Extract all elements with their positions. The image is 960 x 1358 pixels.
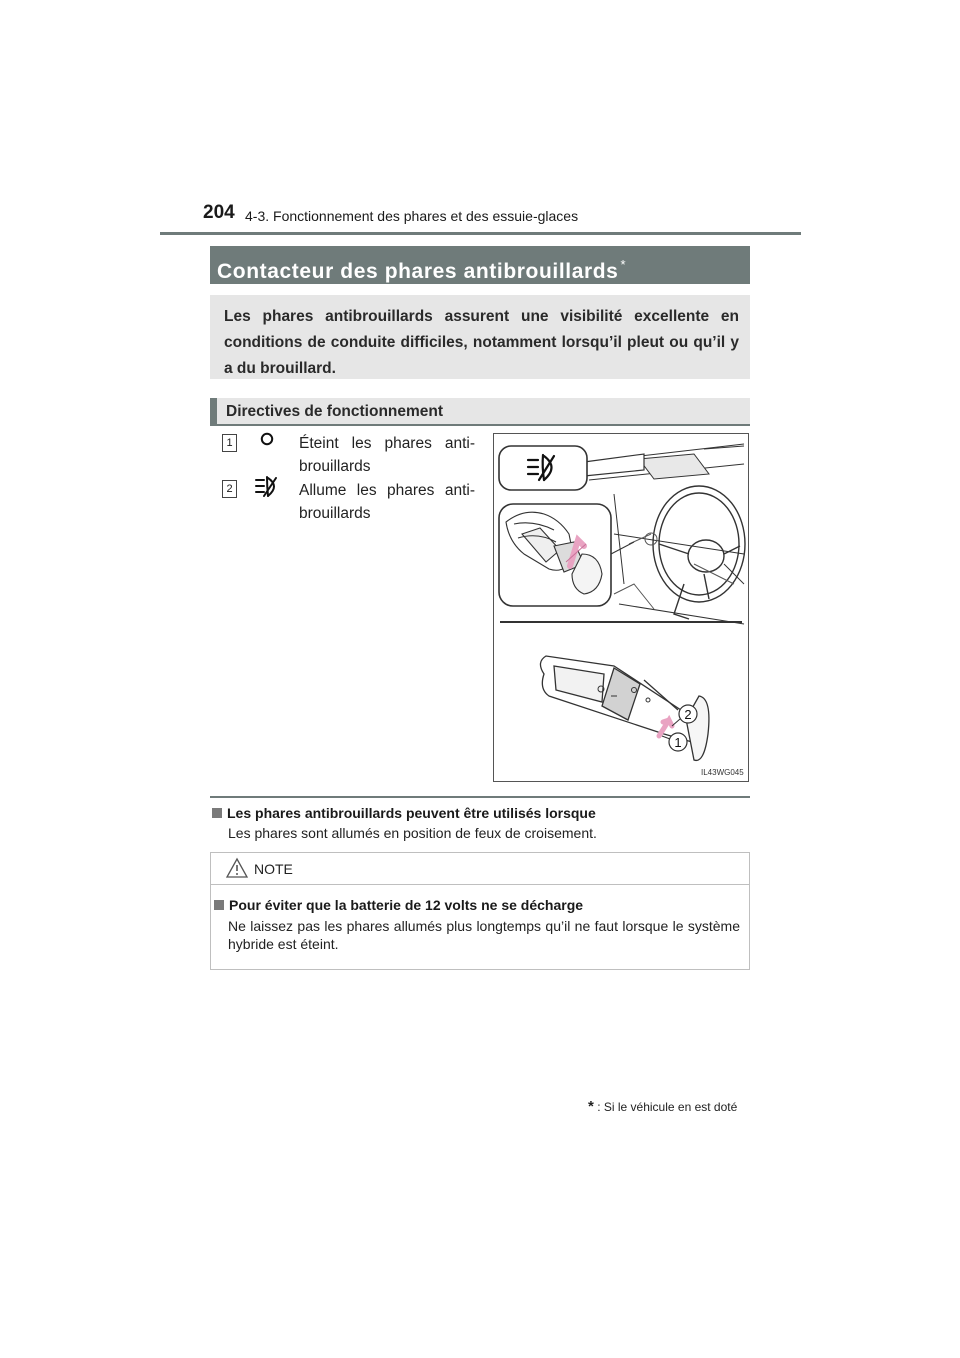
square-bullet-icon [212, 808, 222, 818]
intro-box [210, 295, 750, 379]
fog-switch-illustration [494, 434, 748, 781]
step-line: Allume les phares anti- [299, 482, 475, 499]
callout-2: 2 [684, 707, 692, 722]
section-title [210, 246, 750, 284]
chapter-title: 4-3. Fonctionnement des phares et des essuie-glaces [245, 208, 579, 224]
info-heading-text: Les phares antibrouillards peuvent être utilisés lorsque [227, 805, 596, 821]
front-fog-light-icon [253, 475, 283, 501]
subsection-heading: Directives de fonctionnement [210, 398, 750, 426]
intro-text: Les phares antibrouillards assurent une visibilité excellente en conditions de conduite difficiles, notamment lorsqu’il pleut ou qu’il y a du brouillard. [224, 308, 739, 377]
step-number: 2 [222, 480, 237, 498]
step-line: brouillards [299, 458, 371, 475]
notice-heading-text: Pour éviter que la batterie de 12 volts ne se décharge [229, 897, 584, 913]
fog-light-off-icon [256, 431, 278, 451]
info-heading [212, 805, 596, 821]
asterisk-icon: * [588, 1098, 594, 1115]
header-rule [160, 232, 801, 235]
page-number: 204 [203, 202, 235, 223]
notice-heading [214, 897, 583, 913]
square-bullet-icon [214, 900, 224, 910]
notice-divider [210, 884, 750, 885]
step-text [299, 479, 475, 525]
illustration-code: IL43WG045 [701, 768, 744, 777]
notice-label: NOTE [254, 861, 293, 877]
notice-body: Ne laissez pas les phares allumés plus longtemps qu’il ne faut lorsque le système hybride est éteint. [228, 918, 740, 952]
step-line: Éteint les phares anti- [299, 435, 475, 452]
section-rule [210, 796, 750, 798]
warning-triangle-icon [225, 857, 249, 879]
illustration-panel [493, 433, 749, 782]
callout-1: 1 [674, 735, 682, 750]
section-title-text: Contacteur des phares antibrouillards [217, 260, 619, 283]
step-number: 1 [222, 434, 237, 452]
step-text [299, 432, 475, 478]
step-line: brouillards [299, 505, 371, 522]
info-body: Les phares sont allumés en position de feux de croisement. [228, 825, 597, 841]
footnote [588, 1098, 737, 1115]
footnote-text: : Si le véhicule en est doté [597, 1100, 738, 1114]
asterisk-icon: * [620, 257, 627, 272]
